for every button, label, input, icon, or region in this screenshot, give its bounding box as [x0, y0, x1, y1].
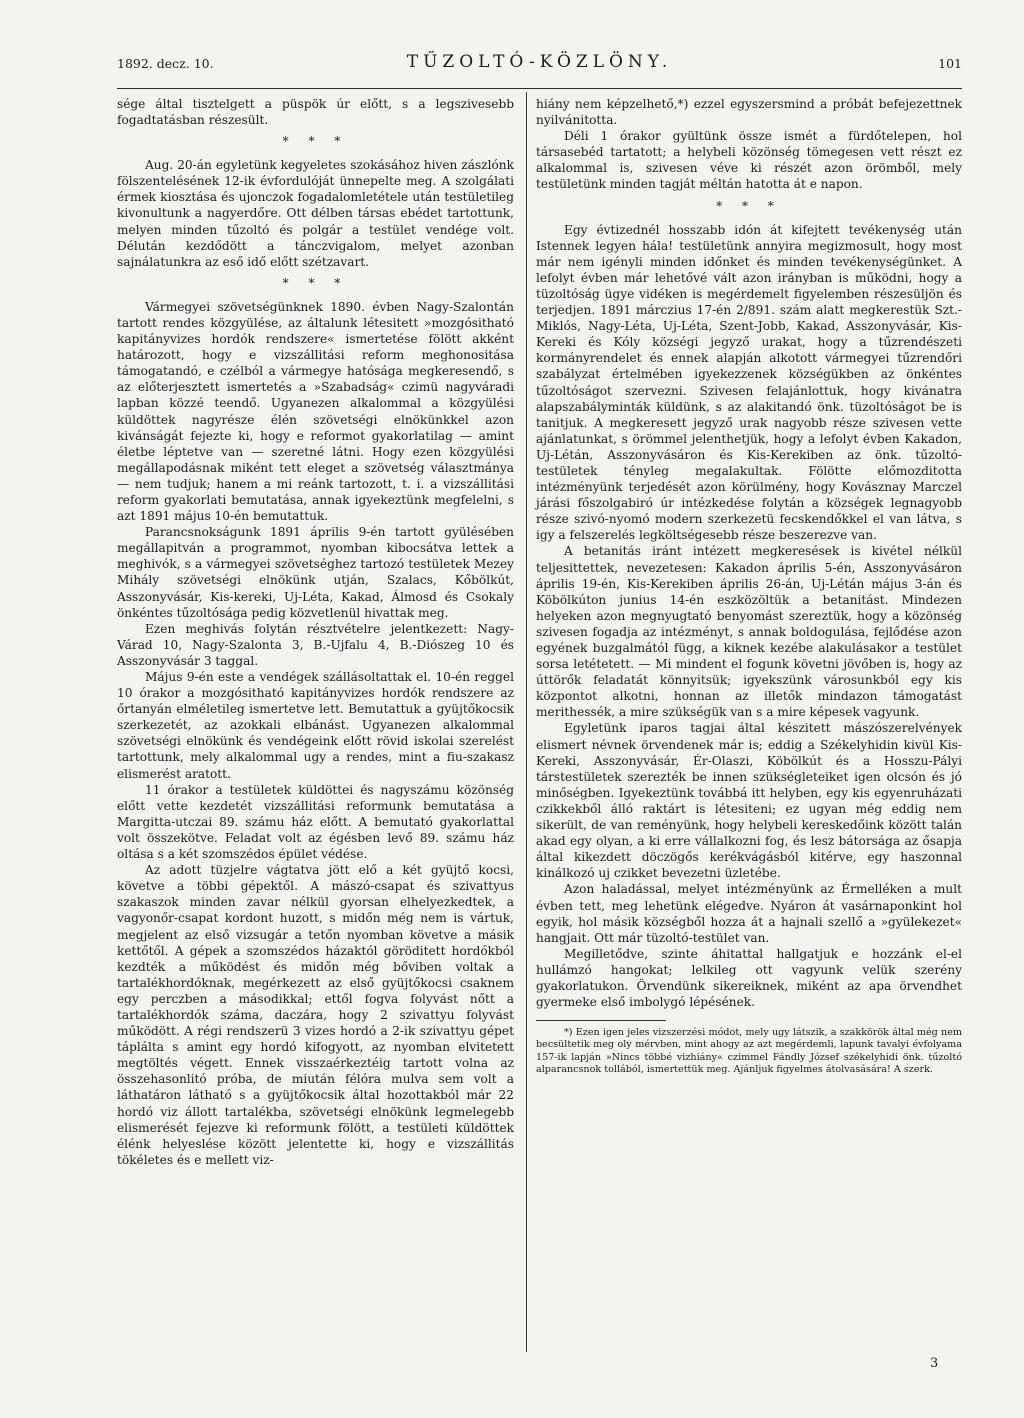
paragraph: Az adott tüzjelre vágtatva jött elő a két gyüjtő kocsi, követve a többi gépektől. A mászó-csapat és szivattyus szakaszok minden zavar nélkül gyorsan elhelyezkedtek, a vagyonőr-csapat kordont huzott, s midőn még nem is vártuk, megjelent az első vizsugár a tetőn nyomban követve a másik kettőtől. A gépek a szomszédos házaktól göröditett hordókból kezdték a működést és midőn még bőviben voltak a tartalékhordóknak, megérkezett az első gyüjtőkocsi csaknem egy perczben a másodikkal; ettől fogva folyvást nőtt a tartalékhordók száma, daczára, hogy 2 szivattyu folyvást működött. A régi rendszerü 3 vizes hordó a 2-ik szivattyu gépet táplálta s amint egy hordó kifogyott, az nyomban elvitetett megtöltés végett. Ennek visszaérkeztéig tartott volna az összehasonlitó próba, de miután félóra mulva sem volt a láthatáron látható s a gyüjtőkocsik által hozottakból már 22 hordó viz állott tartalékba, szövetségi elnökünk legmelegebb elismerését fejezve ki reformunk fölött, a testületi küldöttek élénk helyeslése között jelentette ki, hogy e vizszállitás tökéletes és e mellett viz-	[117, 863, 514, 1167]
paragraph: Aug. 20-án egyletünk kegyeletes szokásához hiven zászlónk fölszentelésének 12-ik évfordulóját ünnepelte meg. A szolgálati érmek kiosztása és ujonczok fogadalomletétele után testületileg kivonultunk a nagyerdőre. Ott délben társas ebédet tartottunk, melyen minden tűzoltó és polgár a testület vendége volt. Délután kezdődött a tánczvigalom, melyet azonban sajnálatunkra az eső idő előtt szétzavart.	[117, 158, 514, 269]
paragraph: Egy évtizednél hosszabb idón át kifejtett tevékenység után Istennek legyen hála! testületünk annyira megizmosult, hogy most már nem igényli minden időnket és minden tevékenységünket. A lefolyt évben már lehetővé vált azon irányban is működni, hogy a tüzoltóság ügye vidéken is megérdemelt figyelemben részesüljön és terjedjen. 1891 márczius 17-én 2/891. szám alatt megkerestük Szt.-Miklós, Nagy-Léta, Uj-Léta, Szent-Jobb, Kakad, Asszonyvásár, Kis-Kereki és Kóly községi jegyző urakat, hogy a tűzrendészeti kormányrendelet és ennek alapján alkotott vármegyei tűzrendőri szabályzat értelmében igyekezzenek községükben az önkéntes tűzoltóságot szervezni. Szivesen felajánlottuk, hogy kivánatra alapszabályminták küldünk, s az alakitandó önk. tüzoltóságot be is tanitjuk. A megkeresett jegyző urak nagyobb része szivesen vette ajánlatunkat, s örömmel jelenthetjük, hogy a lefolyt évben Kakadon, Uj-Létán, Asszonyvásáron és Kis-Kerekiben az önk. tűzoltó-testületek tényleg megalakultak. Fölötte előmozditotta intézményünk terjedését azon körülmény, hogy Kovásznay Marczel járási főszolgabiró úr intézkedése folytán a községek legnagyobb része szivó-nyomó modern szerkezetü fecskendőkkel el van látva, s igy a felszerelés legköltségesebb része beszerezve van.	[536, 222, 962, 543]
column-divider	[526, 92, 527, 1352]
paragraph: Déli 1 órakor gyültünk össze ismét a fürdőtelepen, hol társasebéd tartatott; a helybeli közönség tömegesen vett részt ez alkalommal is, szivesen véve ki részét azon örömből, mely testületünk minden tagját méltán hatotta át e napon.	[536, 129, 962, 192]
left-column	[117, 96, 514, 1168]
journal-title: TŰZOLTÓ-KÖZLÖNY.	[406, 52, 673, 72]
section-separator: * * *	[282, 134, 349, 149]
paragraph: sége által tisztelgett a püspök úr előtt, s a legszivesebb fogadtatásban részesült.	[117, 97, 514, 128]
header-rule	[117, 88, 962, 89]
footnote: *) Ezen igen jeles vizszerzési módot, mely ugy látszik, a szakkörök által még nem becsültetik meg oly mérvben, mint ahogy az azt megérdemli, lapunk tavalyi évfolyama 157-ik lapján »Nincs többé vizhiány« czimmel Fándly József székelyhidi önk. tűzoltó alparancsnok tollából, ismertettük meg. Ajánljuk figyelmes átolvasására! A szerk.	[536, 1027, 962, 1075]
page-header	[117, 48, 962, 76]
paragraph: hiány nem képzelhető,*) ezzel egyszersmind a próbát befejezettnek nyilvánitotta.	[536, 97, 962, 128]
issue-date: 1892. decz. 10.	[117, 56, 214, 71]
paragraph: 11 órakor a testületek küldöttei és nagyszámu közönség előtt vette kezdetét vizszállitási reformunk bemutatása a Margitta-utczai 89. számu ház előtt. A bemutató gyakorlattal volt összekötve. Feladat volt az égésben levő 89. számu ház oltása s a két szomszédos épület védése.	[117, 782, 514, 862]
paragraph: Ezen meghivás folytán résztvételre jelentkezett: Nagy-Várad 10, Nagy-Szalonta 3, B.-Ujfalu 4, B.-Diószeg 10 és Asszonyvásár 3 taggal.	[117, 621, 514, 668]
page-number: 101	[938, 56, 962, 71]
paragraph: Azon haladással, melyet intézményünk az Érmelléken a mult évben tett, meg lehetünk elégedve. Nyáron át vasárnaponkint hol egyik, hol másik községből hozza át a hajnali szellő a »gyülekezet« hangjait. Ott már tüzoltó-testület van.	[536, 882, 962, 945]
paragraph: Parancsnokságunk 1891 április 9-én tartott gyülésében megállapitván a programmot, nyomban kibocsátva lettek a meghivók, s a vármegyei szövetséghez tartozó testületek Mezey Mihály szövetségi elnökünk utján, Szalacs, Kőbölkút, Asszonyvásár, Kis-kereki, Uj-Léta, Kakad, Álmosd és Csokaly önkéntes tűzoltósága pedig közvetlenül hivattak meg.	[117, 525, 514, 620]
paragraph: Vármegyei szövetségünknek 1890. évben Nagy-Szalontán tartott rendes közgyülése, az általunk létesitett »mozgósitható kapitányvizes hordók rendszere« ismertetése fölött akként határozott, hogy e vizszállitási reform meghonositása támogatandó, e czélból a vármegye hatósága megkeresendő, s az előterjesztett ismertetés a »Szabadság« czimü nagyváradi lapban közzé teendő. Ugyanezen alkalommal a közgyülési küldöttek nagyrésze élén szövetségi elnökünkkel azon kivánságát fejezte ki, hogy e reformot gyakorlatilag — amint életbe léptetve van — szeretné látni. Hogy ezen közgyülési megállapodásnak miként tett eleget a szövetség választmánya — nem tudjuk; hanem a mi reánk tartozott, t. i. a vizszállitási reform gyakorlati bemutatása, annak igyekeztünk megfelelni, s azt 1891 május 10-én bemutattuk.	[117, 299, 514, 524]
right-column	[536, 96, 962, 1076]
sheet-signature: 3	[930, 1356, 939, 1371]
footnote-rule	[536, 1020, 666, 1021]
section-separator: * * *	[716, 198, 782, 213]
section-separator: * * *	[282, 275, 349, 290]
paragraph: Május 9-én este a vendégek szállásoltattak el. 10-én reggel 10 órakor a mozgósitható kapitányvizes hordók rendszere az őrtanyán elméletileg ismertetve lett. Bemutattuk a gyüjtőkocsik szerkezetét, az azokkali elbánást. Ugyanezen alkalommal szövetségi elnökünk és vendégeink előtt rövid iskolai szerelést tartottunk, mely alkalommal ugy a rendes, mint a fiu-szakasz elismerést aratott.	[117, 670, 514, 781]
paragraph: Egyletünk iparos tagjai által készitett mászószerelvények elismert névnek örvendenek már is; eddig a Székelyhidin kivül Kis-Kereki, Asszonyvásár, Ér-Olaszi, Köbölkút és a Hosszu-Pályi társtestületek szerezték be innen szükségleteiket igen olcsón és jó minőségben. Igyekeztünk továbbá itt helyben, egy kis egyenruházati czikkekből álló raktárt is létesiteni; ez ugyan még eddig nem sikerült, de van reményünk, hogy helybeli kereskedőink között talán akad egy olyan, a ki erre vállalkozni fog, és lesz bátorsága az ősapja által kikezdett döczögős kerékvágásból kitérve, egy haszonnal kinálkozó uj czikket bevezetni üzletébe.	[536, 721, 962, 881]
paragraph: Megilletődve, szinte áhitattal hallgatjuk e hozzánk el-el hullámzó hangokat; lelkileg ott vagyunk velük szerény gyakorlatukon. Örvendünk sikereiknek, miként az apa örvendhet gyermeke első imbolygó lépésének.	[536, 946, 962, 1010]
paragraph: A betanitás iránt intézett megkeresések is kivétel nélkül teljesittettek, nevezetesen: Kakadon április 5-én, Asszonyvásáron április 19-én, Kis-Kerekiben április 26-án, Uj-Létán május 3-án és Köbölkúton junius 14-én eszközöltük a betanitást. Mindezen helyeken azon megnyugtató benyomást szereztük, hogy a közönség szivesen fogadja az intézményt, s annak boldogulása, fejlődése azon egyének buzgalmától függ, a kiknek kezébe alakulásakor a testület sorsa letétetett. — Mi mindent el fogunk követni jövőben is, hogy az úttörők feladatát könnyitsük; igyekszünk városunkból egy kis központot alkotni, honnan az illetők mindazon támogatást merithessék, a mire szükségük van s a mire képesek vagyunk.	[536, 544, 962, 720]
